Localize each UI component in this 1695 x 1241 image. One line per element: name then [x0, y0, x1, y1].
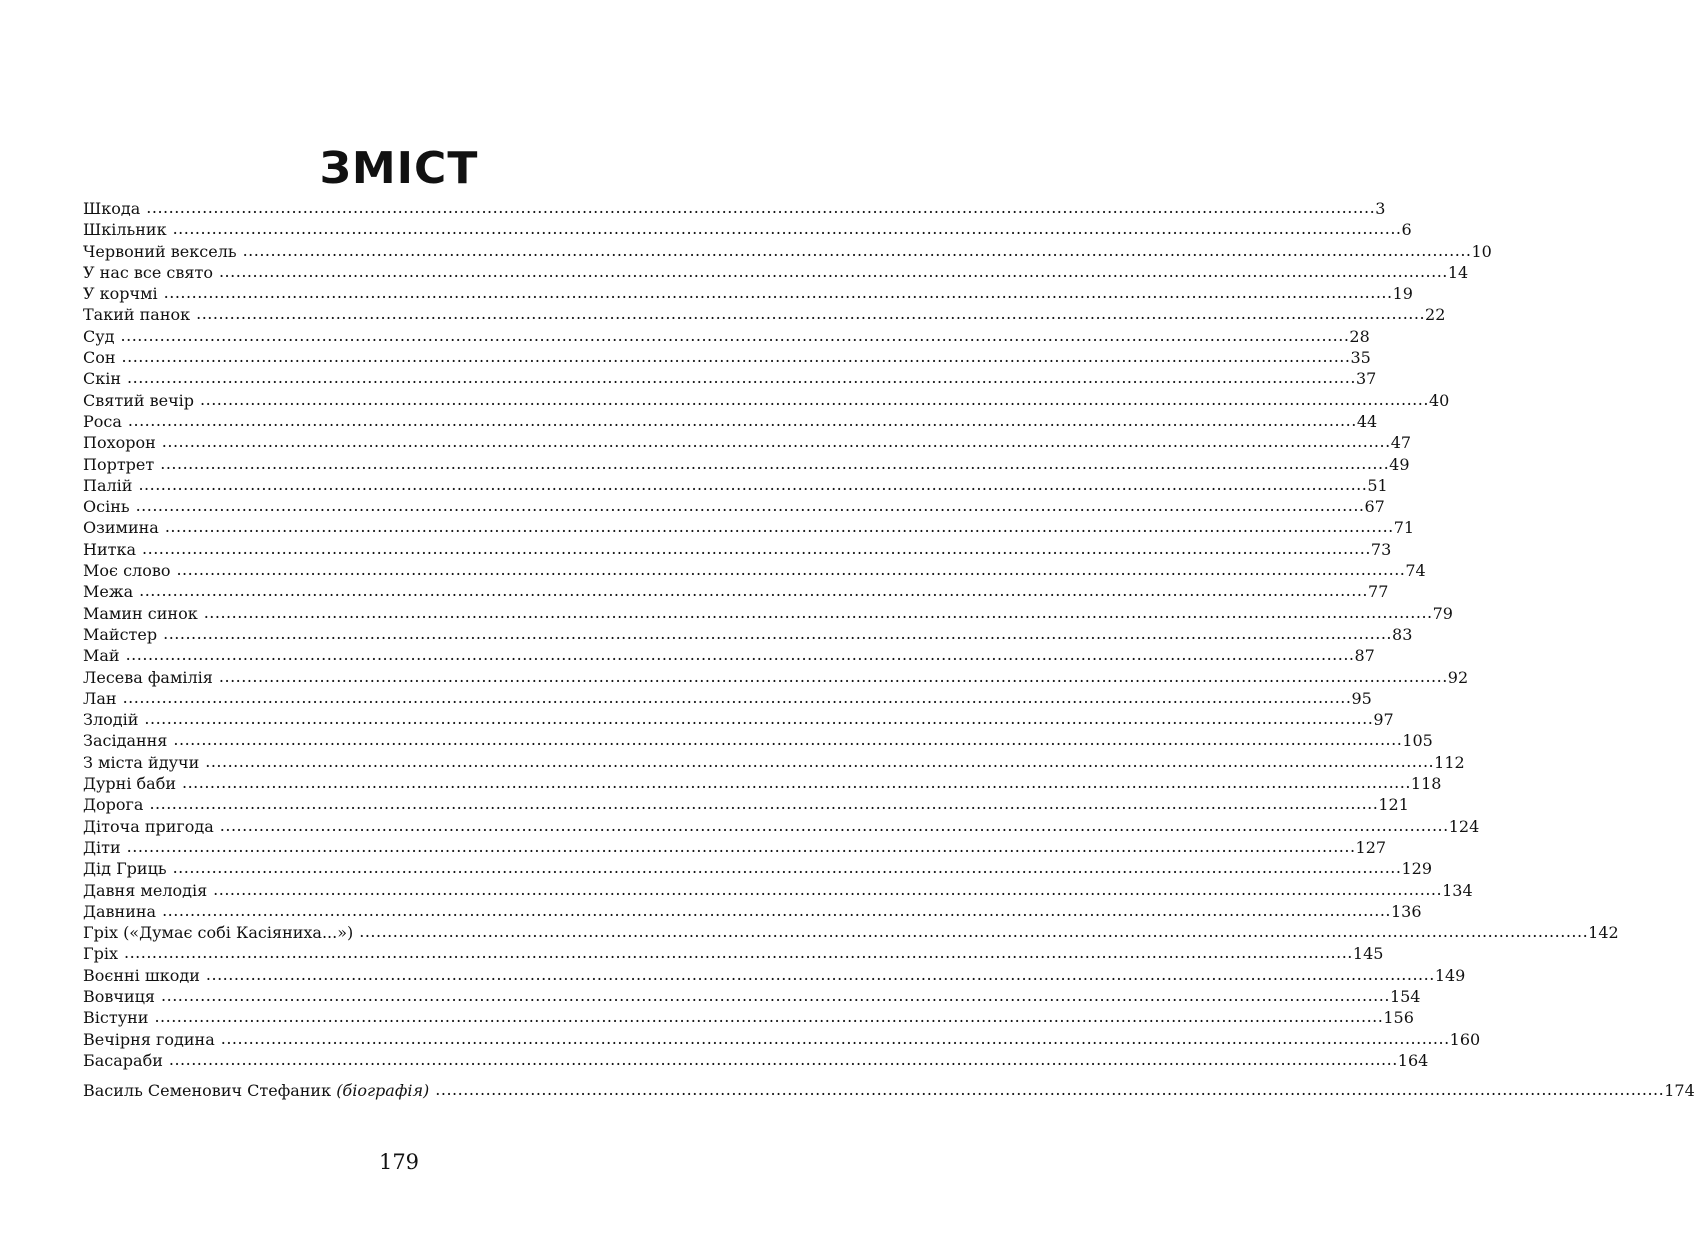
toc-entry[interactable] [83, 836, 1387, 858]
toc-entry-title: Дурні баби [83, 774, 176, 794]
toc-entry-page: 6 [1401, 220, 1412, 240]
toc-entry[interactable] [83, 943, 1384, 964]
toc-entry[interactable] [83, 751, 1465, 773]
toc-entry-title: Роса [83, 411, 122, 431]
toc-entry-page: 77 [1368, 582, 1389, 602]
toc-entry[interactable] [83, 815, 1480, 837]
toc-entry-page: 92 [1447, 667, 1469, 687]
toc-entry[interactable] [83, 1007, 1414, 1028]
toc-entry-page: 51 [1367, 475, 1388, 495]
toc-entry-title: Червоний вексель [83, 241, 237, 261]
toc-entry-page: 160 [1449, 1029, 1481, 1049]
dot-leader: ............................................................................................................................................................................................................................ [160, 453, 1390, 473]
toc-entry[interactable] [83, 474, 1388, 496]
dot-leader: ............................................................................................................................................................................................................................ [127, 368, 1356, 388]
toc-entry[interactable] [83, 261, 1469, 283]
toc-entry[interactable] [83, 325, 1370, 347]
dot-leader: ............................................................................................................................................................................................................................ [205, 751, 1435, 771]
toc-entry[interactable] [83, 666, 1469, 688]
toc-entry-page: 79 [1432, 603, 1453, 623]
dot-leader: ............................................................................................................................................................................................................................ [359, 922, 1589, 942]
toc-entry-title: Моє слово [83, 561, 171, 581]
dot-leader: ............................................................................................................................................................................................................................ [146, 198, 1376, 217]
page-title: ЗМІСТ [319, 143, 479, 195]
dot-leader: ............................................................................................................................................................................................................................ [196, 304, 1426, 324]
toc-entry-page: 136 [1391, 901, 1422, 921]
toc-entry-title: Давня мелодія [83, 880, 208, 900]
toc-entry-title: Осінь [83, 497, 130, 517]
toc-entry-page: 28 [1349, 326, 1370, 346]
toc-entry-title: Засідання [83, 731, 168, 751]
dot-leader: ............................................................................................................................................................................................................................ [213, 879, 1443, 899]
toc-entry-page: 127 [1355, 837, 1387, 857]
toc-entry[interactable] [83, 858, 1433, 879]
dot-leader: ............................................................................................................................................................................................................................ [135, 496, 1365, 516]
toc-entry-page: 37 [1355, 369, 1377, 389]
dot-leader: ............................................................................................................................................................................................................................ [125, 645, 1355, 665]
toc-entry-page: 40 [1428, 390, 1450, 410]
toc-entry[interactable] [83, 240, 1492, 262]
toc-entry[interactable] [83, 900, 1422, 922]
toc-entry-title: Лесева фамілія [83, 667, 213, 687]
toc-entry-title: Басараби [83, 1050, 163, 1070]
toc-entry-title: Дорога [83, 795, 144, 815]
dot-leader: ............................................................................................................................................................................................................................ [173, 730, 1403, 750]
dot-leader: ............................................................................................................................................................................................................................ [161, 432, 1391, 452]
toc-entry-title: Злодій [83, 710, 139, 730]
toc-entry[interactable] [83, 773, 1442, 794]
toc-entry-title: Лан [83, 688, 117, 708]
dot-leader: ............................................................................................................................................................................................................................ [218, 666, 1448, 686]
toc-entry[interactable] [83, 496, 1385, 517]
dot-leader: ............................................................................................................................................................................................................................ [200, 389, 1429, 409]
toc-entry[interactable] [83, 687, 1372, 709]
toc-entry-page: 83 [1392, 624, 1413, 644]
toc-entry[interactable] [83, 964, 1466, 986]
toc-entry-title: Нитка [83, 539, 137, 559]
toc-entry-title: У корчмі [83, 284, 158, 304]
toc-entry[interactable] [83, 347, 1371, 368]
toc-entry[interactable] [83, 645, 1375, 666]
dot-leader: ............................................................................................................................................................................................................................ [122, 687, 1352, 707]
toc-entry-page: 149 [1434, 965, 1466, 985]
dot-leader: ............................................................................................................................................................................................................................ [176, 560, 1406, 580]
toc-entry-title: Дід Гриць [83, 859, 167, 879]
dot-leader: ............................................................................................................................................................................................................................ [172, 219, 1402, 239]
dot-leader: ............................................................................................................................................................................................................................ [172, 858, 1402, 878]
toc-entry-page: 174 [1664, 1081, 1695, 1101]
toc-entry-page: 124 [1448, 816, 1480, 836]
toc-entry-title: Діточа пригода [83, 816, 214, 836]
dot-leader: ............................................................................................................................................................................................................................ [142, 538, 1371, 558]
toc-entry-page: 73 [1370, 539, 1392, 559]
dot-leader: ............................................................................................................................................................................................................................ [144, 709, 1374, 729]
dot-leader: ............................................................................................................................................................................................................................ [218, 261, 1448, 281]
dot-leader: ............................................................................................................................................................................................................................ [164, 517, 1394, 537]
toc-entry[interactable] [83, 432, 1412, 453]
toc-entry-title: Гріх [83, 944, 118, 964]
toc-entry[interactable] [83, 623, 1413, 645]
toc-entry-page: 118 [1410, 774, 1442, 794]
toc-entry[interactable] [83, 283, 1413, 304]
toc-entry[interactable] [83, 453, 1410, 475]
dot-leader: ............................................................................................................................................................................................................................ [154, 1007, 1384, 1027]
toc-entry-page: 10 [1471, 241, 1492, 261]
dot-leader: ............................................................................................................................................................................................................................ [123, 943, 1353, 963]
dot-leader: ............................................................................................................................................................................................................................ [242, 240, 1472, 260]
toc-entry-title: Діти [83, 837, 121, 857]
dot-leader: ............................................................................................................................................................................................................................ [126, 836, 1356, 856]
dot-leader: ............................................................................................................................................................................................................................ [219, 815, 1449, 835]
toc-entry[interactable] [83, 730, 1433, 751]
dot-leader: ............................................................................................................................................................................................................................ [182, 773, 1411, 793]
toc-entry-title: Вовчиця [83, 986, 156, 1006]
toc-entry-title: Святий вечір [83, 390, 195, 410]
toc-entry-page: 3 [1375, 199, 1386, 218]
toc-entry-page: 145 [1352, 944, 1384, 964]
toc-entry-title: Шкільник [83, 220, 167, 240]
dot-leader: ............................................................................................................................................................................................................................ [138, 474, 1368, 494]
toc-entry-page: 121 [1378, 795, 1409, 815]
toc-entry-page: 71 [1393, 518, 1415, 538]
toc-entry-title: Межа [83, 582, 134, 602]
toc-entry[interactable] [83, 709, 1394, 730]
dot-leader: ............................................................................................................................................................................................................................ [435, 1080, 1665, 1100]
toc-entry-title: Палій [83, 475, 133, 495]
toc-entry-page: 47 [1390, 433, 1412, 453]
toc-entry-title: Мамин синок [83, 603, 198, 623]
dot-leader: ............................................................................................................................................................................................................................ [163, 283, 1393, 303]
toc-entry[interactable] [83, 1049, 1429, 1071]
toc-entry[interactable] [83, 560, 1426, 581]
toc-entry-title: Скін [83, 369, 122, 389]
toc-entry-title: Майстер [83, 624, 158, 644]
toc-entry-title: Гріх («Думає собі Касіяниха...») [83, 923, 354, 943]
toc-entry-page: 95 [1351, 688, 1372, 708]
toc-entry-page: 67 [1364, 497, 1385, 517]
toc-entry[interactable] [83, 794, 1409, 815]
toc-entry-title-text: Василь Семенович Стефаник [83, 1081, 332, 1101]
dot-leader: ............................................................................................................................................................................................................................ [163, 623, 1393, 643]
dot-leader: ............................................................................................................................................................................................................................ [139, 581, 1369, 601]
toc-entry-page: 14 [1447, 262, 1469, 282]
toc-entry-note: (біографія) [336, 1081, 430, 1101]
toc-entry-page: 156 [1383, 1008, 1414, 1028]
toc-entry-title: Вістуни [83, 1008, 149, 1028]
dot-leader: ............................................................................................................................................................................................................................ [168, 1049, 1398, 1069]
toc-entry[interactable] [83, 368, 1377, 389]
toc-entry-page: 22 [1425, 305, 1446, 325]
toc-entry[interactable] [83, 581, 1389, 602]
toc-entry-page: 97 [1373, 710, 1394, 730]
toc-entry-page: 74 [1405, 561, 1426, 581]
toc-entry-page: 112 [1434, 752, 1465, 772]
table-of-contents [83, 198, 1695, 1101]
toc-entry-title: Вечірня година [83, 1029, 215, 1049]
dot-leader: ............................................................................................................................................................................................................................ [149, 794, 1379, 814]
toc-entry-page: 154 [1389, 986, 1421, 1006]
toc-entry-title: З міста йдучи [83, 752, 200, 772]
toc-entry[interactable] [83, 985, 1421, 1007]
toc-entry-title: Такий панок [83, 305, 191, 325]
toc-entry[interactable] [83, 304, 1446, 325]
toc-entry-title: Сон [83, 348, 116, 368]
toc-entry-page: 164 [1397, 1050, 1429, 1070]
toc-entry-title: Озимина [83, 518, 159, 538]
toc-entry-title: Шкода [83, 199, 141, 218]
toc-entry-title: Портрет [83, 454, 155, 474]
toc-entry[interactable] [83, 879, 1473, 901]
toc-entry-page: 19 [1392, 284, 1413, 304]
dot-leader: ............................................................................................................................................................................................................................ [205, 964, 1435, 984]
toc-entry[interactable] [83, 1028, 1481, 1050]
toc-entry-title: Воєнні шкоди [83, 965, 200, 985]
dot-leader: ............................................................................................................................................................................................................................ [162, 900, 1391, 920]
toc-entry-page: 129 [1401, 859, 1433, 879]
dot-leader: ............................................................................................................................................................................................................................ [121, 347, 1351, 367]
toc-entry-title: Похорон [83, 433, 156, 453]
dot-leader: ............................................................................................................................................................................................................................ [161, 985, 1390, 1005]
toc-entry-title: У нас все свято [83, 262, 213, 282]
toc-entry-page: 134 [1442, 880, 1473, 900]
toc-entry[interactable] [83, 389, 1450, 411]
dot-leader: ............................................................................................................................................................................................................................ [120, 325, 1350, 345]
toc-entry[interactable] [83, 517, 1415, 538]
page-number: 179 [378, 1150, 420, 1174]
toc-entry-title [83, 1080, 435, 1101]
toc-entry-title: Май [83, 646, 120, 666]
toc-entry[interactable] [83, 219, 1412, 240]
toc-entry[interactable] [83, 198, 1386, 219]
toc-entry-title: Суд [83, 326, 115, 346]
toc-entry-page: 87 [1354, 646, 1375, 666]
toc-entry-page: 49 [1389, 454, 1410, 474]
toc-entry-title: Давнина [83, 901, 157, 921]
toc-entry[interactable] [83, 922, 1619, 943]
dot-leader: ............................................................................................................................................................................................................................ [220, 1028, 1450, 1048]
toc-entry[interactable] [83, 538, 1392, 560]
dot-leader: ............................................................................................................................................................................................................................ [127, 410, 1357, 430]
toc-entry-page: 44 [1356, 411, 1378, 431]
dot-leader: ............................................................................................................................................................................................................................ [203, 602, 1433, 622]
toc-entry-page: 35 [1350, 348, 1371, 368]
toc-entry-biography[interactable] [83, 1080, 1695, 1101]
toc-entry-page: 142 [1588, 923, 1619, 943]
toc-entry[interactable] [83, 410, 1378, 432]
toc-entry-page: 105 [1402, 731, 1433, 751]
toc-entry[interactable] [83, 602, 1453, 624]
